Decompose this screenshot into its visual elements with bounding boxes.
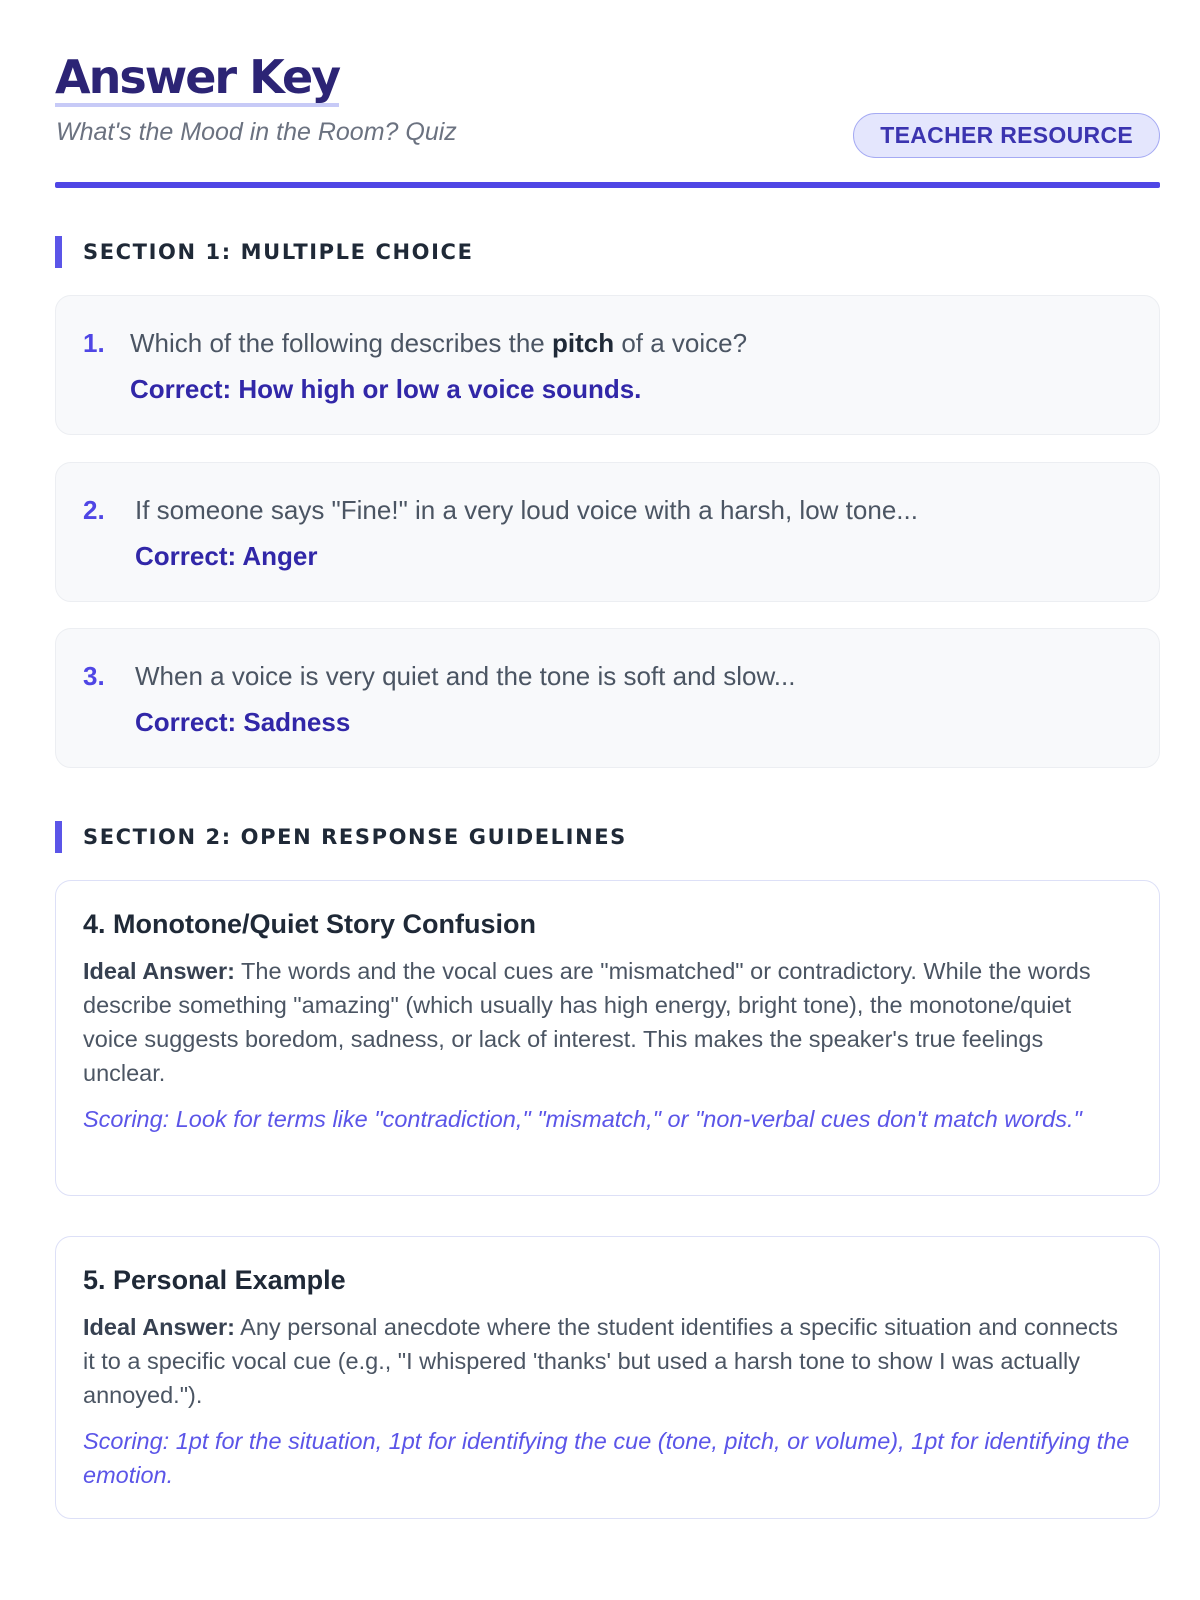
- page-subtitle: What's the Mood in the Room? Quiz: [56, 118, 457, 146]
- ideal-answer-label: Ideal Answer:: [83, 1314, 235, 1340]
- question-card-1: [55, 295, 1160, 435]
- question-text: When a voice is very quiet and the tone is soft and slow...: [135, 661, 796, 691]
- question-number: 2.: [83, 495, 105, 525]
- header-divider: [55, 182, 1160, 188]
- section-2-heading: SECTION 2: OPEN RESPONSE GUIDELINES: [55, 821, 627, 853]
- section-1-heading: SECTION 1: MULTIPLE CHOICE: [55, 236, 474, 268]
- question-text: [130, 328, 747, 359]
- question-number: 1.: [83, 328, 105, 358]
- correct-answer: Correct: Anger: [135, 541, 318, 571]
- question-keyword: pitch: [552, 328, 615, 358]
- ideal-answer-text: Any personal anecdote where the student identifies a specific situation and connects it to a specific vocal cue (e.g., "I whispered 'thanks' but used a harsh tone to show I was actually annoyed.").: [83, 1314, 1119, 1408]
- open-response-card-4: [55, 880, 1160, 1196]
- correct-answer: Correct: How high or low a voice sounds.: [130, 374, 642, 404]
- question-text-part: Which of the following describes the: [130, 328, 552, 358]
- scoring-note: Scoring: Look for terms like "contradiction," "mismatch," or "non-verbal cues don't match words.": [83, 1106, 1082, 1132]
- question-text: If someone says "Fine!" in a very loud voice with a harsh, low tone...: [135, 495, 918, 525]
- open-response-card-5: [55, 1236, 1160, 1519]
- scoring-note: Scoring: 1pt for the situation, 1pt for identifying the cue (tone, pitch, or volume), 1pt for identifying the emotion.: [83, 1428, 1130, 1488]
- question-number: 3.: [83, 661, 105, 691]
- question-card-3: [55, 628, 1160, 768]
- teacher-resource-badge: TEACHER RESOURCE: [853, 113, 1160, 158]
- question-card-2: [55, 462, 1160, 602]
- ideal-answer-text: The words and the vocal cues are "mismatched" or contradictory. While the words describe something "amazing" (which usually has high energy, bright tone), the monotone/quiet voice suggests boredom, sadness, or lack of interest. This makes the speaker's true feelings unclear.: [83, 958, 1091, 1086]
- ideal-answer: [83, 1310, 1132, 1412]
- page-title: Answer Key: [55, 52, 339, 107]
- correct-answer: Correct: Sadness: [135, 707, 351, 737]
- ideal-answer: [83, 954, 1132, 1090]
- ideal-answer-label: Ideal Answer:: [83, 958, 235, 984]
- question-text-part: of a voice?: [614, 328, 748, 358]
- open-response-title: 4. Monotone/Quiet Story Confusion: [83, 909, 536, 939]
- open-response-title: 5. Personal Example: [83, 1265, 346, 1295]
